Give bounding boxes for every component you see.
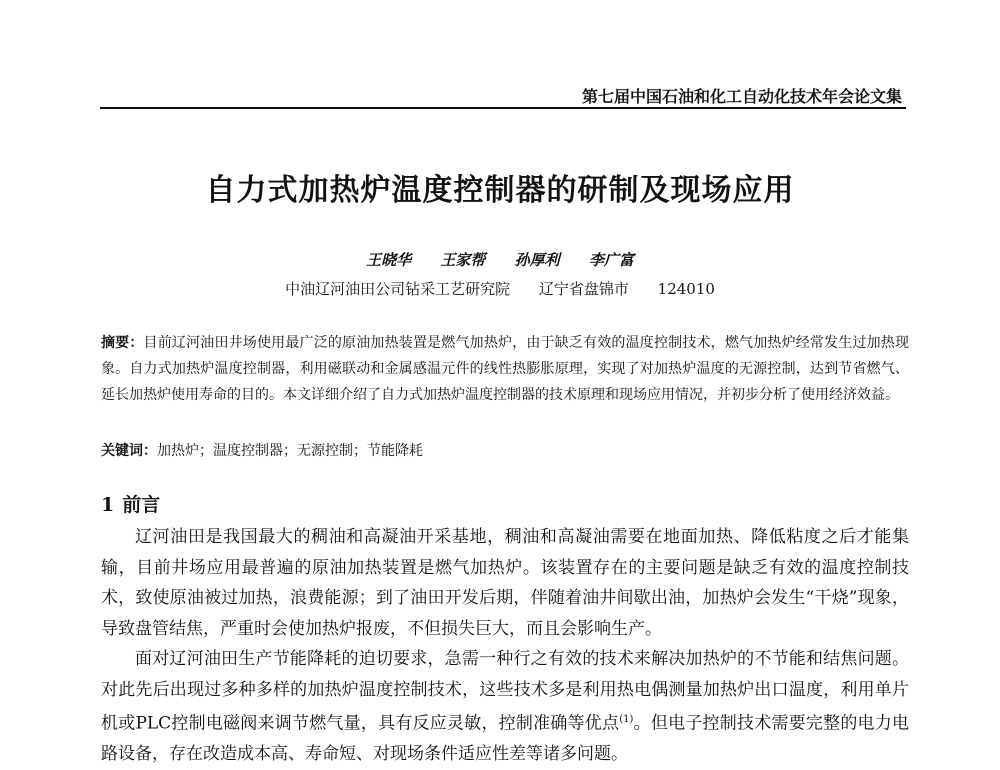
abstract-label: 摘要：	[101, 335, 144, 351]
citation-ref: (1)	[619, 714, 634, 725]
abstract	[101, 330, 909, 408]
paragraph-text: 。但电子控制技术需要完整的电力电路设备，存在改造成本高、寿命短、对现场条件适应性差等诸多问题。	[101, 713, 910, 765]
keywords-text: 加热炉；温度控制器；无源控制；节能降耗	[157, 443, 423, 459]
affiliation-postcode: 124010	[657, 280, 715, 298]
abstract-text: 目前辽河油田井场使用最广泛的原油加热装置是燃气加热炉，由于缺乏有效的温度控制技术，燃气加热炉经常发生过加热现象。自力式加热炉温度控制器，利用磁联动和金属感温元件的线性热膨胀原理，实现了对加热炉温度的无源控制，达到节省燃气、延长加热炉使用寿命的目的。本文详细介绍了自力式加热炉温度控制器的技术原理和现场应用情况，并初步分析了使用经济效益。	[101, 335, 910, 403]
section-heading	[101, 490, 160, 517]
author-name: 王晓华	[366, 251, 412, 269]
author-list	[0, 249, 1000, 270]
paper-title: 自力式加热炉温度控制器的研制及现场应用	[205, 173, 795, 209]
body-paragraph	[101, 644, 909, 770]
section-title: 前言	[122, 494, 161, 516]
author-name: 王家帮	[440, 251, 486, 269]
header-rule	[100, 107, 906, 109]
affiliation	[0, 278, 1000, 299]
body-paragraph: 辽河油田是我国最大的稠油和高凝油开采基地，稠油和高凝油需要在地面加热、降低粘度之后才能集输，目前井场应用最普遍的原油加热装置是燃气加热炉。该装置存在的主要问题是缺乏有效的温度控制技术，致使原油被过加热，浪费能源；到了油田开发后期，伴随着油井间歇出油，加热炉会发生“干烧”现象，导致盘管结焦，严重时会使加热炉报废，不但损失巨大，而且会影响生产。	[101, 527, 909, 639]
affiliation-place: 辽宁省盘锦市	[538, 280, 629, 298]
section-number: 1	[101, 494, 115, 516]
section-body	[101, 522, 909, 770]
author-name: 孙厚利	[514, 251, 560, 269]
author-name: 李广富	[588, 251, 634, 269]
affiliation-org: 中油辽河油田公司钻采工艺研究院	[285, 280, 511, 298]
running-header: 第七届中国石油和化工自动化技术年会论文集	[581, 87, 902, 106]
paragraph-text: 面对辽河油田生产节能降耗的迫切要求，急需一种行之有效的技术来解决加热炉的不节能和结焦问题。对此先后出现过多种多样的加热炉温度控制技术，这些技术多是利用热电偶测量加热炉出口温度，利用单片机或PLC控制电磁阀来调节燃气量，具有反应灵敏，控制准确等优点	[101, 649, 909, 734]
keywords-label: 关键词：	[101, 443, 157, 459]
keywords	[101, 438, 909, 464]
